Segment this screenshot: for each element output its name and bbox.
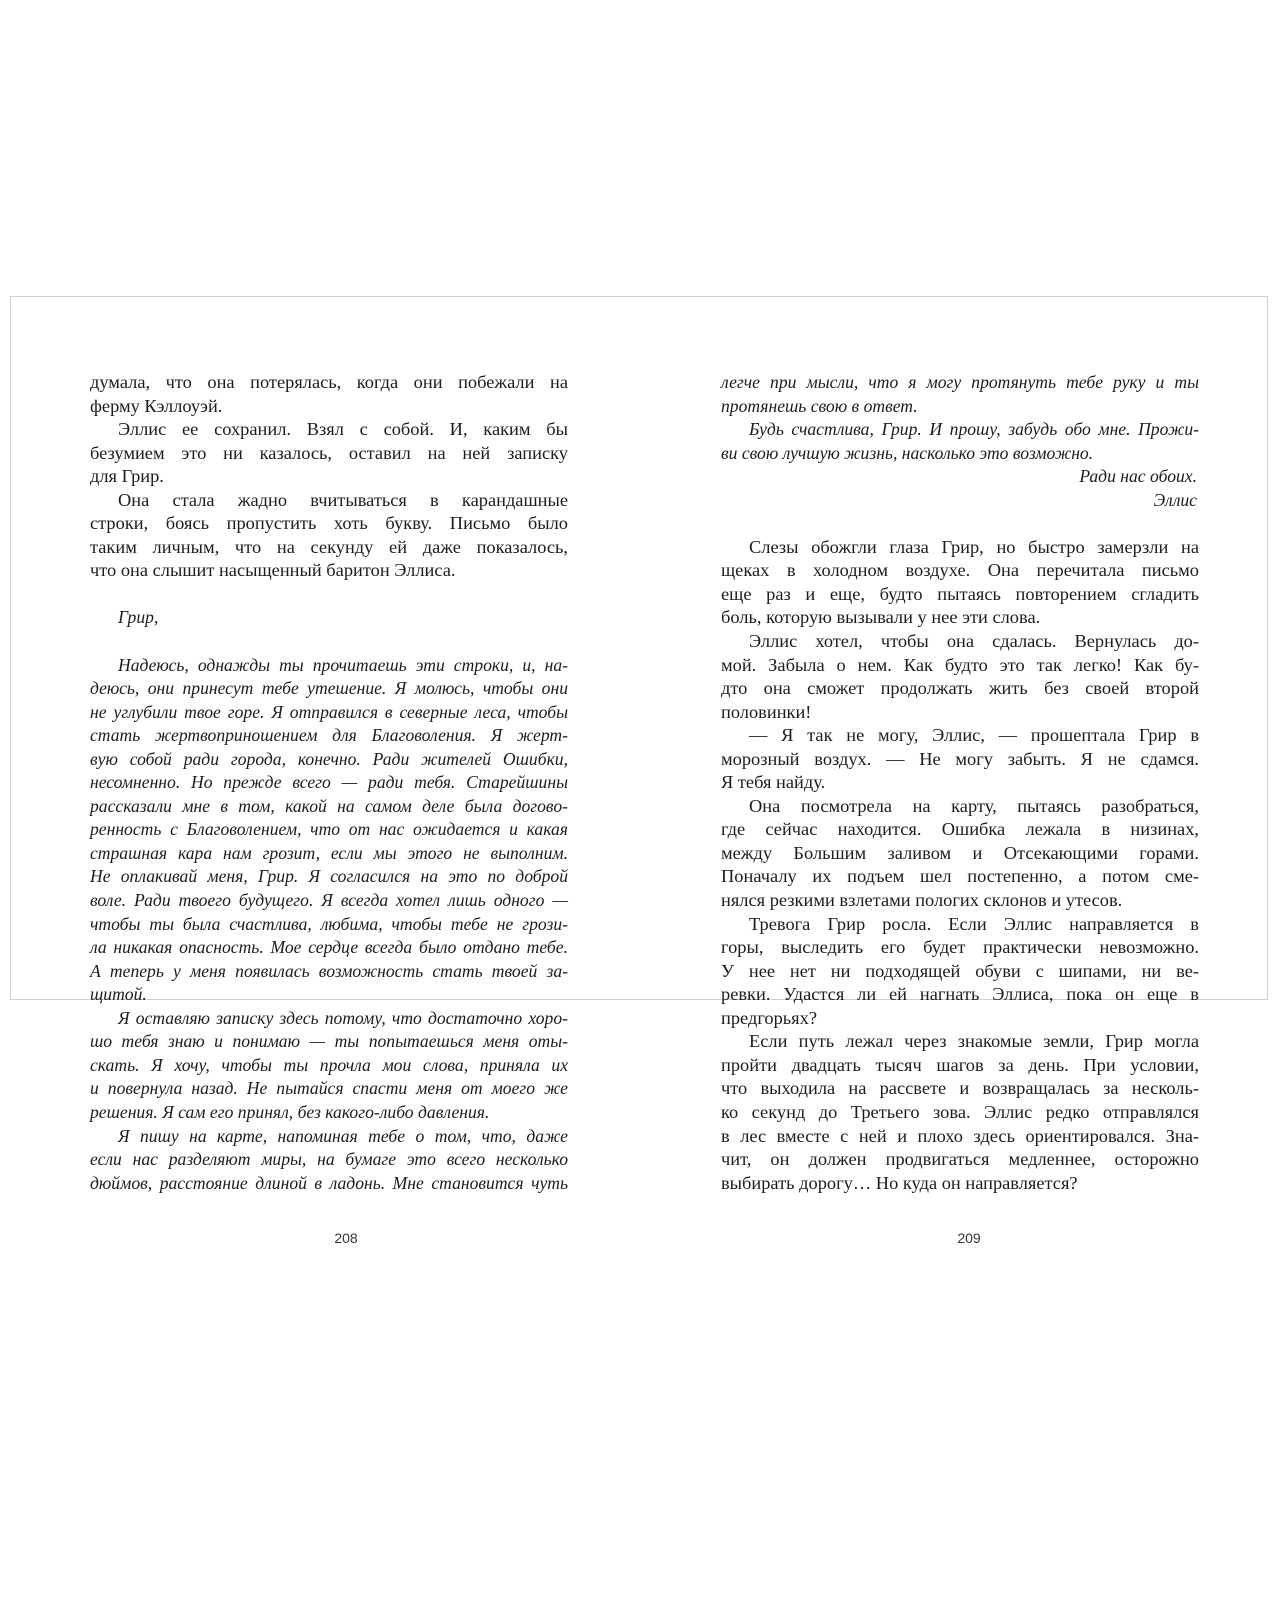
blank-line (90, 630, 568, 654)
letter-line: ренность с Благоволением, что от нас ожидается и какая (90, 819, 568, 840)
text-line: Эллис хотел, чтобы она сдалась. Вернулась до- (749, 631, 1199, 652)
page-number-right: 209 (957, 1230, 981, 1246)
letter-line: воле. Ради твоего будущего. Я всегда хотел лишь одного — (90, 890, 568, 911)
text-line: Она посмотрела на карту, пытаясь разобраться, (749, 795, 1199, 816)
blank-line (721, 512, 1199, 536)
text-line: ревки. Удастся ли ей нагнать Эллиса, пока он еще в (721, 984, 1199, 1005)
letter-closing: Ради нас обоих. (1079, 466, 1197, 487)
letter-line: щитой. (90, 984, 147, 1005)
letter-line: чтобы ты была счастлива, любима, чтобы тебе не грози- (90, 913, 568, 934)
text-line: морозный воздух. — Не могу забыть. Я не сдамся. (721, 748, 1199, 769)
letter-line: и повернула назад. Не пытайся спасти меня от моего же (90, 1078, 568, 1099)
text-line: У нее нет ни подходящей обуви с шипами, ни ве- (721, 960, 1199, 981)
text-line: Эллис ее сохранил. Взял с собой. И, каким бы (118, 419, 568, 440)
letter-line: Я оставляю записку здесь потому, что достаточно хоро- (118, 1007, 568, 1028)
text-line: думала, что она потерялась, когда они побежали на (90, 372, 568, 392)
text-line: строки, боясь пропустить хоть букву. Письмо было (90, 513, 568, 534)
letter-line: несомненно. Но прежде всего — ради тебя. Старейшины (90, 772, 568, 793)
text-line: между Большим заливом и Отсекающими горами. (721, 842, 1199, 863)
page-number-left: 208 (334, 1230, 358, 1246)
text-line: Поначалу их подъем шел постепенно, а потом сме- (721, 866, 1199, 887)
letter-line: решения. Я сам его принял, без какого-либо давления. (90, 1101, 490, 1122)
letter-line: Я пишу на карте, напоминая тебе о том, что, даже (118, 1125, 568, 1146)
text-line: чит, он должен продвигаться медленнее, осторожно (721, 1149, 1199, 1170)
right-page-text (721, 371, 1199, 1195)
letter-line: не углубили твое горе. Я отправился в северные леса, чтобы (90, 701, 568, 722)
text-line: Тревога Грир росла. Если Эллис направляется в (749, 913, 1199, 934)
letter-line: страшная кара нам грозит, если мы этого не выполним. (90, 842, 568, 863)
text-line: половинки! (721, 701, 812, 722)
text-line: Она стала жадно вчитываться в карандашные (118, 489, 568, 510)
text-line: Слезы обожгли глаза Грир, но быстро замерзли на (749, 536, 1199, 557)
text-line: — Я так не могу, Эллис, — прошептала Грир в (749, 725, 1199, 746)
text-line: в лес вместе с ней и плохо здесь ориентировался. Зна- (721, 1125, 1199, 1146)
letter-line: ви свою лучшую жизнь, насколько это возможно. (721, 442, 1094, 463)
text-line: ферму Кэллоуэй. (90, 395, 223, 416)
text-line: нялся резкими взлетами пологих склонов и утесов. (721, 890, 1123, 911)
letter-line: протянешь свою в ответ. (721, 395, 918, 416)
blank-line (90, 583, 568, 607)
letter-line: рассказали мне в том, какой на самом деле была догово- (90, 795, 568, 816)
letter-line: вую собой ради города, конечно. Ради жителей Ошибки, (90, 748, 568, 769)
text-line: предгорьях? (721, 1007, 817, 1028)
text-line: таким личным, что на секунду ей даже показалось, (90, 536, 568, 557)
text-line: где сейчас находится. Ошибка лежала в низинах, (721, 819, 1199, 840)
letter-line: Надеюсь, однажды ты прочитаешь эти строки, и, на- (118, 654, 568, 675)
left-page-text (90, 371, 568, 1195)
text-line: что выходила на рассвете и возвращалась за несколь- (721, 1078, 1199, 1099)
text-line: для Грир. (90, 466, 164, 487)
letter-line: легче при мысли, что я могу протянуть тебе руку и ты (721, 372, 1199, 392)
text-line: ко секунд до Третьего зова. Эллис редко отправлялся (721, 1101, 1199, 1122)
letter-line: ла никакая опасность. Мое сердце всегда было отдано тебе. (90, 937, 568, 958)
book-spread (10, 296, 1268, 1246)
text-line: что она слышит насыщенный баритон Эллиса. (90, 560, 456, 581)
text-line: дто она сможет продолжать жить без своей второй (721, 678, 1199, 699)
letter-line: Будь счастлива, Грир. И прошу, забудь обо мне. Прожи- (749, 419, 1199, 440)
letter-line: дюймов, расстояние длиной в ладонь. Мне становится чуть (90, 1172, 568, 1193)
letter-line: если нас разделяют миры, на бумаге это всего несколько (90, 1149, 568, 1170)
text-line: пройти двадцать тысяч шагов за день. При условии, (721, 1054, 1199, 1075)
letter-line: стать жертвоприношением для Благоволения. Я жерт- (90, 725, 568, 746)
text-line: еще раз и еще, будто пытаясь повторением сгладить (721, 583, 1199, 604)
letter-line: деюсь, они принесут тебе утешение. Я молюсь, чтобы они (90, 678, 568, 699)
text-line: горы, выследить его будет практически невозможно. (721, 937, 1199, 958)
letter-line: А теперь у меня появилась возможность стать твоей за- (90, 960, 568, 981)
letter-salutation: Грир, (118, 607, 159, 628)
letter-line: шо тебя знаю и понимаю — ты попытаешься меня оты- (90, 1031, 568, 1052)
text-line: боль, которую вызывали у нее эти слова. (721, 607, 1041, 628)
text-line: мой. Забыла о нем. Как будто это так легко! Как бу- (721, 654, 1199, 675)
text-line: Я тебя найду. (721, 772, 826, 793)
text-line: Если путь лежал через знакомые земли, Грир могла (749, 1031, 1199, 1052)
text-line: безумием это ни казалось, оставил на ней записку (90, 442, 568, 463)
letter-signature: Эллис (1153, 489, 1197, 510)
letter-line: скать. Я хочу, чтобы ты прочла мои слова, приняла их (90, 1054, 568, 1075)
text-line: щеках в холодном воздухе. Она перечитала письмо (721, 560, 1199, 581)
letter-line: Не оплакивай меня, Грир. Я согласился на это по доброй (90, 866, 568, 887)
text-line: выбирать дорогу… Но куда он направляется? (721, 1172, 1078, 1193)
